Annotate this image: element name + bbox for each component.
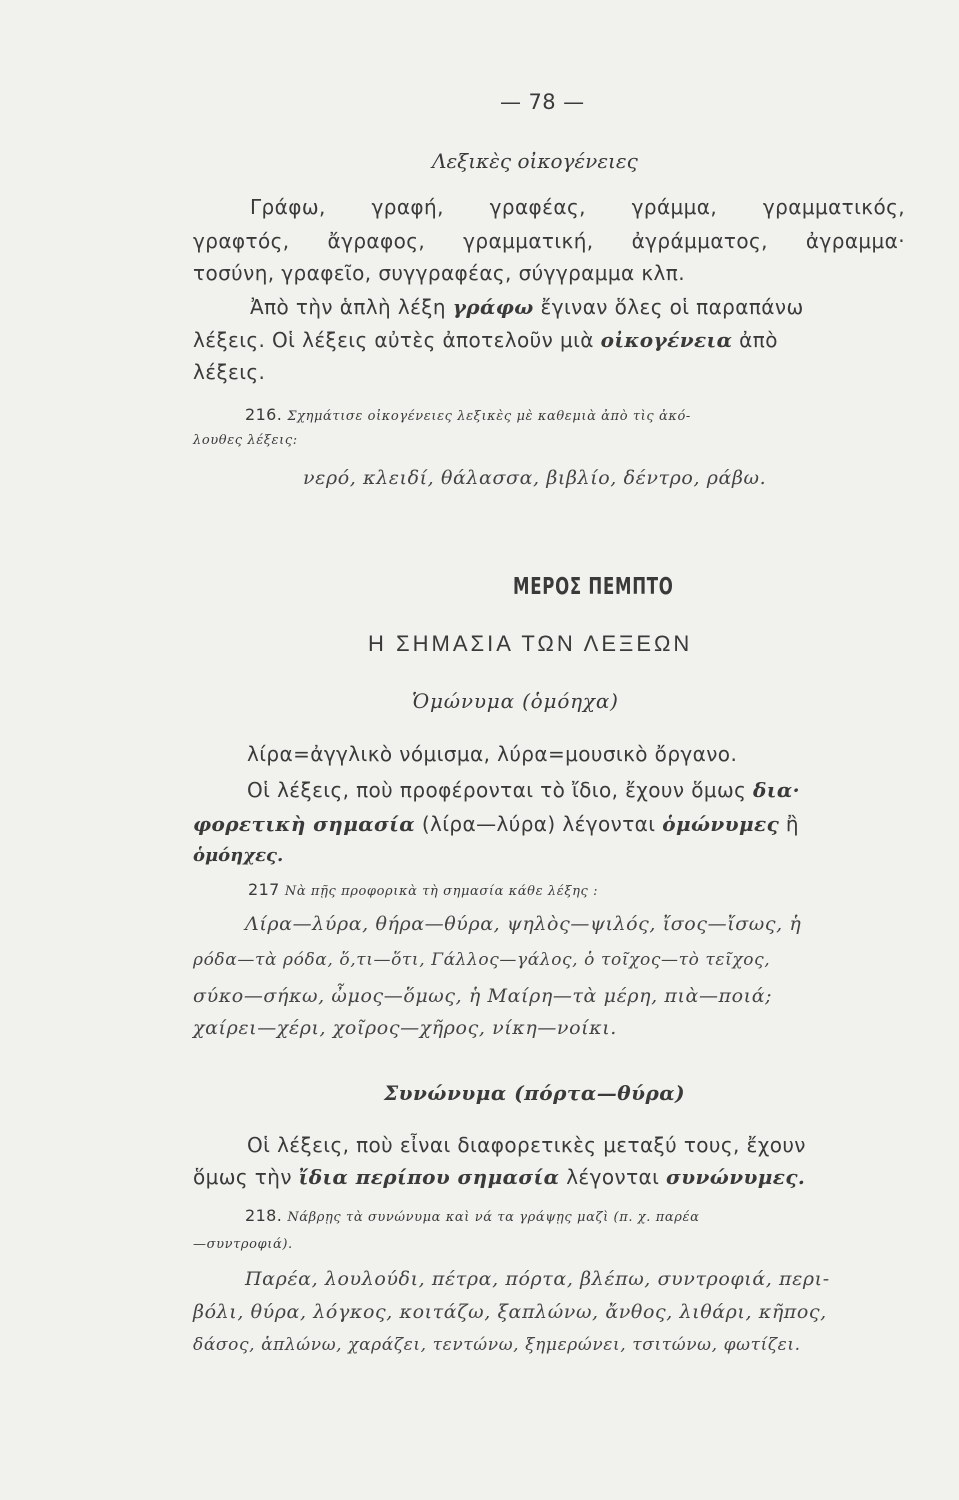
text: Ἀπὸ τὴν ἁπλὴ λέξη [250, 295, 453, 319]
homonym-examples-line: Λίρα—λύρα, θήρα—θύρα, ψηλὸς—ψιλός, ἴσος—ἴσως, ἡ [245, 913, 802, 935]
paragraph-line [193, 1165, 805, 1189]
paragraph-line: Γράφω, γραφή, γραφέας, γράμμα, γραμματικός, [250, 195, 905, 219]
exercise-218 [245, 1206, 699, 1225]
text: λέξεις. Οἱ λέξεις αὐτὲς ἀποτελοῦν μιὰ [193, 328, 601, 352]
exercise-instruction: —συντροφιά). [193, 1237, 293, 1252]
page-number: — 78 — [500, 90, 585, 114]
homonym-examples-line: χαίρει—χέρι, χοῖρος—χῆρος, νίκη—νοίκι. [193, 1017, 617, 1039]
emphasis-word: συνώνυμες. [666, 1165, 806, 1189]
text: ἀπὸ [732, 328, 778, 352]
text: Οἱ λέξεις, ποὺ προφέρονται τὸ ἴδιο, ἔχουν ὅμως [247, 778, 753, 802]
text: ὅμως τὴν [193, 1165, 299, 1189]
paragraph-line [247, 778, 800, 802]
paragraph-line [193, 328, 778, 352]
text: (λίρα—λύρα) λέγονται [415, 812, 663, 836]
text: ἔγιναν ὅλες οἱ παραπάνω [533, 295, 804, 319]
exercise-number: 218. [245, 1206, 283, 1225]
exercise-217 [248, 880, 598, 899]
text: ἢ [779, 812, 799, 836]
emphasis-word: ἴδια περίπου σημασία [298, 1165, 560, 1189]
homonym-example: λίρα=ἀγγλικὸ νόμισμα, λύρα=μουσικὸ ὄργανο. [247, 742, 738, 766]
synonym-words-line: βόλι, θύρα, λόγκος, κοιτάζω, ξαπλώνω, ἄνθος, λιθάρι, κῆπος, [193, 1301, 827, 1323]
part-subtitle: Η ΣΗΜΑΣΙΑ ΤΩΝ ΛΕΞΕΩΝ [368, 631, 693, 656]
emphasis-word: οἰκογένεια [600, 328, 733, 352]
exercise-216 [245, 405, 691, 424]
paragraph-line: γραφτός, ἄγραφος, γραμματική, ἀγράμματος, ἀγραμμα· [193, 229, 905, 253]
exercise-number: 216. [245, 405, 283, 424]
exercise-instruction: λουθες λέξεις: [193, 433, 298, 448]
emphasis-word: ὁμώνυμες [662, 812, 780, 836]
section-title-synonyms: Συνώνυμα (πόρτα—θύρα) [384, 1081, 686, 1105]
exercise-instruction: Νάβρῃς τὰ συνώνυμα καὶ νά τα γράψῃς μαζὶ (π. χ. παρέα [287, 1210, 700, 1225]
paragraph-line [250, 295, 804, 319]
emphasis-word: φορετικὴ σημασία [193, 812, 416, 836]
paragraph-line [193, 812, 799, 836]
exercise-instruction: Νὰ πῇς προφορικὰ τὴ σημασία κάθε λέξης : [284, 884, 599, 899]
synonym-words-line: Παρέα, λουλούδι, πέτρα, πόρτα, βλέπω, συντροφιά, περι- [245, 1268, 830, 1290]
emphasis-word: δια· [753, 778, 800, 802]
section-title-lexical-families: Λεξικὲς οἰκογένειες [432, 149, 638, 173]
exercise-instruction: Σχημάτισε οἰκογένειες λεξικὲς μὲ καθεμιὰ ἀπὸ τὶς ἀκό- [287, 409, 691, 424]
exercise-number: 217 [248, 880, 280, 899]
paragraph-line: τοσύνη, γραφεῖο, συγγραφέας, σύγγραμμα κλπ. [193, 261, 685, 285]
emphasis-word: γράφω [452, 295, 534, 319]
homonym-examples-line: ρόδα—τὰ ρόδα, ὅ,τι—ὅτι, Γάλλος—γάλος, ὁ τοῖχος—τὸ τεῖχος, [193, 950, 771, 970]
paragraph-line: Οἱ λέξεις, ποὺ εἶναι διαφορετικὲς μεταξύ τους, ἔχουν [247, 1133, 806, 1157]
text: λέγονται [559, 1165, 667, 1189]
section-title-homonyms: Ὁμώνυμα (ὁμόηχα) [412, 689, 619, 713]
part-title: ΜΕΡΟΣ ΠΕΜΠΤΟ [513, 574, 674, 600]
paragraph-line: λέξεις. [193, 360, 266, 384]
synonym-words-line: δάσος, ἁπλώνω, χαράζει, τεντώνω, ξημερώνει, τσιτώνω, φωτίζει. [193, 1335, 801, 1355]
emphasis-word: ὁμόηχες. [193, 845, 284, 866]
exercise-words: νερό, κλειδί, θάλασσα, βιβλίο, δέντρο, ράβω. [303, 467, 767, 489]
homonym-examples-line: σύκο—σήκω, ὦμος—ὅμως, ἡ Μαίρη—τὰ μέρη, πιὰ—ποιά; [193, 985, 773, 1007]
